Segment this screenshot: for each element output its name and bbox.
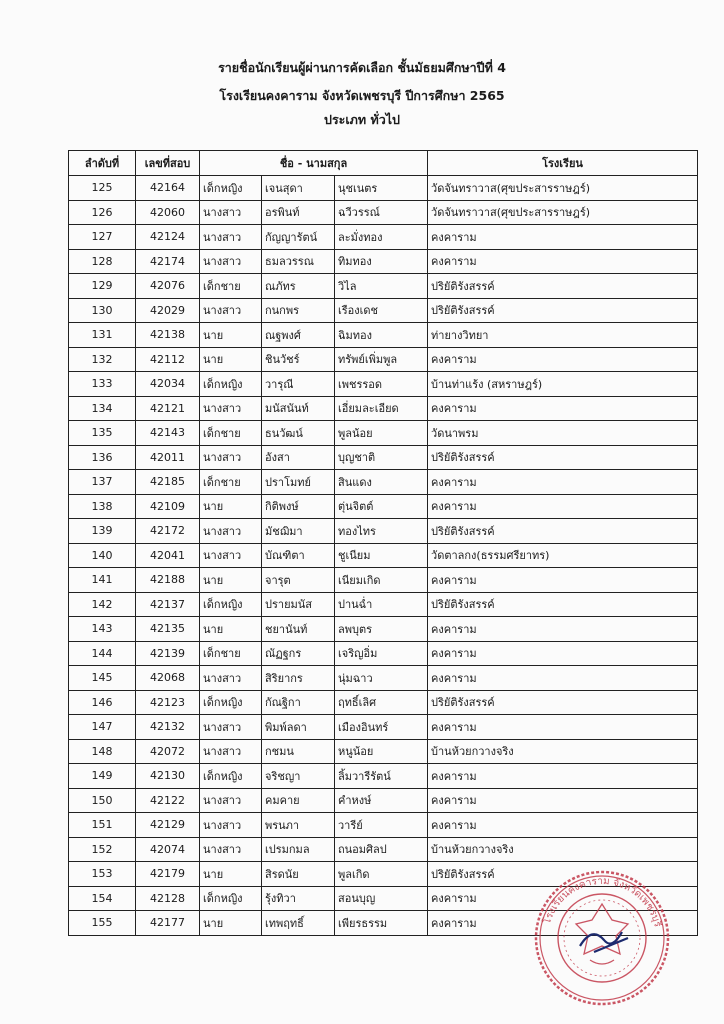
row-school: บ้านท่าแร้ง (สหราษฎร์) [428, 372, 698, 397]
column-header-exam-number: เลขที่สอบ [136, 151, 200, 176]
row-name-prefix: นางสาว [200, 666, 262, 691]
row-order-number: 145 [69, 666, 136, 691]
row-last-name: หนูน้อย [335, 739, 428, 764]
row-exam-number: 42041 [136, 543, 200, 568]
row-school: ปริยัติรังสรรค์ [428, 274, 698, 299]
row-school: คงคาราม [428, 225, 698, 250]
row-order-number: 147 [69, 715, 136, 740]
row-name-prefix: นางสาว [200, 788, 262, 813]
document-title: รายชื่อนักเรียนผู้ผ่านการคัดเลือก ชั้นมัธยมศึกษาปีที่ 4 [218, 60, 506, 75]
row-order-number: 125 [69, 176, 136, 201]
row-last-name: บุญชาติ [335, 445, 428, 470]
row-school: วัดจันทราวาส(ศุขประสารราษฎร์) [428, 200, 698, 225]
row-first-name: กนกพร [262, 298, 335, 323]
row-last-name: ฉวีวรรณ์ [335, 200, 428, 225]
row-school: คงคาราม [428, 396, 698, 421]
row-name-prefix: นางสาว [200, 298, 262, 323]
table-row [69, 200, 698, 225]
row-order-number: 128 [69, 249, 136, 274]
row-first-name: ธมลวรรณ [262, 249, 335, 274]
table-row [69, 813, 698, 838]
row-name-prefix: นาย [200, 323, 262, 348]
table-row [69, 445, 698, 470]
row-first-name: คมคาย [262, 788, 335, 813]
row-school: คงคาราม [428, 494, 698, 519]
table-row [69, 323, 698, 348]
table-row [69, 837, 698, 862]
row-order-number: 139 [69, 519, 136, 544]
row-first-name: พรนภา [262, 813, 335, 838]
row-name-prefix: นาย [200, 862, 262, 887]
table-row [69, 396, 698, 421]
row-exam-number: 42177 [136, 911, 200, 936]
row-last-name: นุ่มฉาว [335, 666, 428, 691]
row-order-number: 143 [69, 617, 136, 642]
row-order-number: 153 [69, 862, 136, 887]
row-exam-number: 42179 [136, 862, 200, 887]
row-last-name: ฤทธิ์เลิศ [335, 690, 428, 715]
row-exam-number: 42121 [136, 396, 200, 421]
row-last-name: เรืองเดช [335, 298, 428, 323]
row-order-number: 136 [69, 445, 136, 470]
row-school: ปริยัติรังสรรค์ [428, 690, 698, 715]
row-first-name: จริชญา [262, 764, 335, 789]
row-name-prefix: นางสาว [200, 543, 262, 568]
table-row [69, 690, 698, 715]
row-last-name: สินแดง [335, 470, 428, 495]
school-seal-stamp [532, 868, 672, 1008]
table-row [69, 249, 698, 274]
row-order-number: 135 [69, 421, 136, 446]
row-order-number: 152 [69, 837, 136, 862]
row-first-name: เทพฤทธิ์ [262, 911, 335, 936]
row-first-name: เปรมกมล [262, 837, 335, 862]
row-order-number: 127 [69, 225, 136, 250]
row-order-number: 150 [69, 788, 136, 813]
table-row [69, 641, 698, 666]
row-last-name: เพียรธรรม [335, 911, 428, 936]
row-exam-number: 42122 [136, 788, 200, 813]
row-last-name: นุชเนตร [335, 176, 428, 201]
row-first-name: รุ้งทิวา [262, 886, 335, 911]
row-exam-number: 42135 [136, 617, 200, 642]
table-row [69, 788, 698, 813]
row-exam-number: 42128 [136, 886, 200, 911]
row-name-prefix: นางสาว [200, 715, 262, 740]
row-order-number: 141 [69, 568, 136, 593]
row-school: คงคาราม [428, 617, 698, 642]
row-exam-number: 42072 [136, 739, 200, 764]
row-order-number: 149 [69, 764, 136, 789]
table-row [69, 617, 698, 642]
row-last-name: เนียมเกิด [335, 568, 428, 593]
row-name-prefix: เด็กชาย [200, 641, 262, 666]
row-exam-number: 42011 [136, 445, 200, 470]
table-row [69, 519, 698, 544]
row-school: คงคาราม [428, 666, 698, 691]
row-first-name: มัชฌิมา [262, 519, 335, 544]
table-row [69, 225, 698, 250]
row-order-number: 134 [69, 396, 136, 421]
row-first-name: ปราโมทย์ [262, 470, 335, 495]
table-row [69, 274, 698, 299]
column-header-order: ลำดับที่ [69, 151, 136, 176]
row-last-name: วารีย์ [335, 813, 428, 838]
row-name-prefix: นาย [200, 347, 262, 372]
row-school: วัดตาลกง(ธรรมศรียาทร) [428, 543, 698, 568]
row-name-prefix: นางสาว [200, 200, 262, 225]
row-last-name: เมืองอินทร์ [335, 715, 428, 740]
table-row [69, 176, 698, 201]
row-order-number: 155 [69, 911, 136, 936]
row-name-prefix: เด็กหญิง [200, 690, 262, 715]
table-row [69, 764, 698, 789]
column-header-name: ชื่อ - นามสกุล [200, 151, 428, 176]
row-first-name: บัณฑิตา [262, 543, 335, 568]
row-order-number: 130 [69, 298, 136, 323]
row-first-name: ณภัทร [262, 274, 335, 299]
row-last-name: สอนบุญ [335, 886, 428, 911]
row-last-name: ลิ้มวารีรัตน์ [335, 764, 428, 789]
seal-text: โรงเรียนคงคาราม จังหวัดเพชรบุรี [541, 875, 663, 929]
row-order-number: 151 [69, 813, 136, 838]
row-school: ท่ายางวิทยา [428, 323, 698, 348]
row-name-prefix: เด็กหญิง [200, 592, 262, 617]
row-exam-number: 42130 [136, 764, 200, 789]
row-exam-number: 42185 [136, 470, 200, 495]
row-school: ปริยัติรังสรรค์ [428, 445, 698, 470]
row-first-name: เจนสุดา [262, 176, 335, 201]
row-exam-number: 42174 [136, 249, 200, 274]
table-row [69, 666, 698, 691]
row-exam-number: 42074 [136, 837, 200, 862]
category-label: ประเภท ทั่วไป [324, 112, 400, 127]
row-order-number: 140 [69, 543, 136, 568]
row-name-prefix: นางสาว [200, 519, 262, 544]
row-last-name: ทองไทร [335, 519, 428, 544]
table-row [69, 494, 698, 519]
row-first-name: วารุณี [262, 372, 335, 397]
row-first-name: กัณฐิกา [262, 690, 335, 715]
row-exam-number: 42188 [136, 568, 200, 593]
row-exam-number: 42132 [136, 715, 200, 740]
row-first-name: พิมพ์ลดา [262, 715, 335, 740]
row-order-number: 132 [69, 347, 136, 372]
row-first-name: อังสา [262, 445, 335, 470]
table-row [69, 298, 698, 323]
row-last-name: พูลน้อย [335, 421, 428, 446]
table-row [69, 421, 698, 446]
row-school: คงคาราม [428, 715, 698, 740]
row-name-prefix: นางสาว [200, 249, 262, 274]
row-first-name: สิรดนัย [262, 862, 335, 887]
table-row [69, 372, 698, 397]
row-order-number: 148 [69, 739, 136, 764]
row-order-number: 126 [69, 200, 136, 225]
row-name-prefix: เด็กหญิง [200, 764, 262, 789]
row-name-prefix: เด็กหญิง [200, 372, 262, 397]
row-name-prefix: นางสาว [200, 739, 262, 764]
row-school: บ้านห้วยกวางจริง [428, 837, 698, 862]
row-order-number: 137 [69, 470, 136, 495]
row-last-name: ทิมทอง [335, 249, 428, 274]
school-subtitle: โรงเรียนคงคาราม จังหวัดเพชรบุรี ปีการศึกษา 2565 [219, 88, 505, 103]
row-school: ปริยัติรังสรรค์ [428, 519, 698, 544]
row-first-name: สิริยากร [262, 666, 335, 691]
row-last-name: วิไล [335, 274, 428, 299]
table-body [69, 176, 698, 936]
table-row [69, 543, 698, 568]
row-last-name: ละมั่งทอง [335, 225, 428, 250]
row-first-name: ชินวัชร์ [262, 347, 335, 372]
table-row [69, 568, 698, 593]
row-last-name: เจริญอิ่ม [335, 641, 428, 666]
row-name-prefix: เด็กชาย [200, 470, 262, 495]
row-name-prefix: นางสาว [200, 396, 262, 421]
row-name-prefix: นางสาว [200, 445, 262, 470]
row-school: บ้านห้วยกวางจริง [428, 739, 698, 764]
row-last-name: เอี่ยมละเอียด [335, 396, 428, 421]
row-first-name: มนัสนันท์ [262, 396, 335, 421]
row-order-number: 131 [69, 323, 136, 348]
row-exam-number: 42164 [136, 176, 200, 201]
row-name-prefix: นางสาว [200, 813, 262, 838]
row-exam-number: 42172 [136, 519, 200, 544]
row-last-name: ตุ่นจิตต์ [335, 494, 428, 519]
row-first-name: กัญญารัตน์ [262, 225, 335, 250]
row-first-name: ธนวัฒน์ [262, 421, 335, 446]
row-school: คงคาราม [428, 470, 698, 495]
row-first-name: ณฐพงศ์ [262, 323, 335, 348]
row-exam-number: 42123 [136, 690, 200, 715]
row-school: ปริยัติรังสรรค์ [428, 862, 698, 887]
row-exam-number: 42076 [136, 274, 200, 299]
row-last-name: ฉิมทอง [335, 323, 428, 348]
column-header-school: โรงเรียน [428, 151, 698, 176]
row-school: คงคาราม [428, 568, 698, 593]
row-exam-number: 42109 [136, 494, 200, 519]
table-header-row [69, 151, 698, 176]
row-exam-number: 42068 [136, 666, 200, 691]
row-first-name: ณัฏฐกร [262, 641, 335, 666]
row-exam-number: 42129 [136, 813, 200, 838]
row-last-name: ทรัพย์เพิ่มพูล [335, 347, 428, 372]
row-last-name: คำหงษ์ [335, 788, 428, 813]
row-last-name: ถนอมศิลป [335, 837, 428, 862]
row-exam-number: 42124 [136, 225, 200, 250]
row-order-number: 142 [69, 592, 136, 617]
table-row [69, 715, 698, 740]
row-order-number: 144 [69, 641, 136, 666]
table-row [69, 347, 698, 372]
row-school: คงคาราม [428, 249, 698, 274]
row-school: คงคาราม [428, 347, 698, 372]
row-exam-number: 42138 [136, 323, 200, 348]
row-last-name: ลพบุตร [335, 617, 428, 642]
row-first-name: อรพินท์ [262, 200, 335, 225]
row-last-name: ปานฉ่ำ [335, 592, 428, 617]
row-exam-number: 42060 [136, 200, 200, 225]
row-name-prefix: นาย [200, 617, 262, 642]
row-last-name: ชูเนียม [335, 543, 428, 568]
row-name-prefix: นาย [200, 494, 262, 519]
row-school: วัดจันทราวาส(ศุขประสารราษฎร์) [428, 176, 698, 201]
row-name-prefix: นาย [200, 568, 262, 593]
row-name-prefix: เด็กชาย [200, 274, 262, 299]
row-order-number: 138 [69, 494, 136, 519]
row-name-prefix: เด็กชาย [200, 421, 262, 446]
row-school: คงคาราม [428, 886, 698, 911]
row-school: คงคาราม [428, 813, 698, 838]
row-first-name: กชมน [262, 739, 335, 764]
row-name-prefix: เด็กหญิง [200, 886, 262, 911]
row-order-number: 133 [69, 372, 136, 397]
row-first-name: ชยานันท์ [262, 617, 335, 642]
row-exam-number: 42029 [136, 298, 200, 323]
row-exam-number: 42137 [136, 592, 200, 617]
row-exam-number: 42143 [136, 421, 200, 446]
row-name-prefix: นางสาว [200, 837, 262, 862]
row-order-number: 154 [69, 886, 136, 911]
table-row [69, 592, 698, 617]
row-first-name: ปรายมนัส [262, 592, 335, 617]
row-exam-number: 42112 [136, 347, 200, 372]
row-first-name: จารุต [262, 568, 335, 593]
row-last-name: พูลเกิด [335, 862, 428, 887]
row-school: วัดนาพรม [428, 421, 698, 446]
row-school: คงคาราม [428, 911, 698, 936]
row-last-name: เพชรรอด [335, 372, 428, 397]
row-name-prefix: นาย [200, 911, 262, 936]
row-school: ปริยัติรังสรรค์ [428, 298, 698, 323]
row-order-number: 129 [69, 274, 136, 299]
row-first-name: กิติพงษ์ [262, 494, 335, 519]
table-row [69, 739, 698, 764]
row-school: ปริยัติรังสรรค์ [428, 592, 698, 617]
row-school: คงคาราม [428, 764, 698, 789]
row-name-prefix: นางสาว [200, 225, 262, 250]
row-exam-number: 42139 [136, 641, 200, 666]
row-order-number: 146 [69, 690, 136, 715]
row-school: คงคาราม [428, 641, 698, 666]
row-school: คงคาราม [428, 788, 698, 813]
table-row [69, 470, 698, 495]
row-name-prefix: เด็กหญิง [200, 176, 262, 201]
student-roster-table [68, 150, 698, 936]
row-exam-number: 42034 [136, 372, 200, 397]
